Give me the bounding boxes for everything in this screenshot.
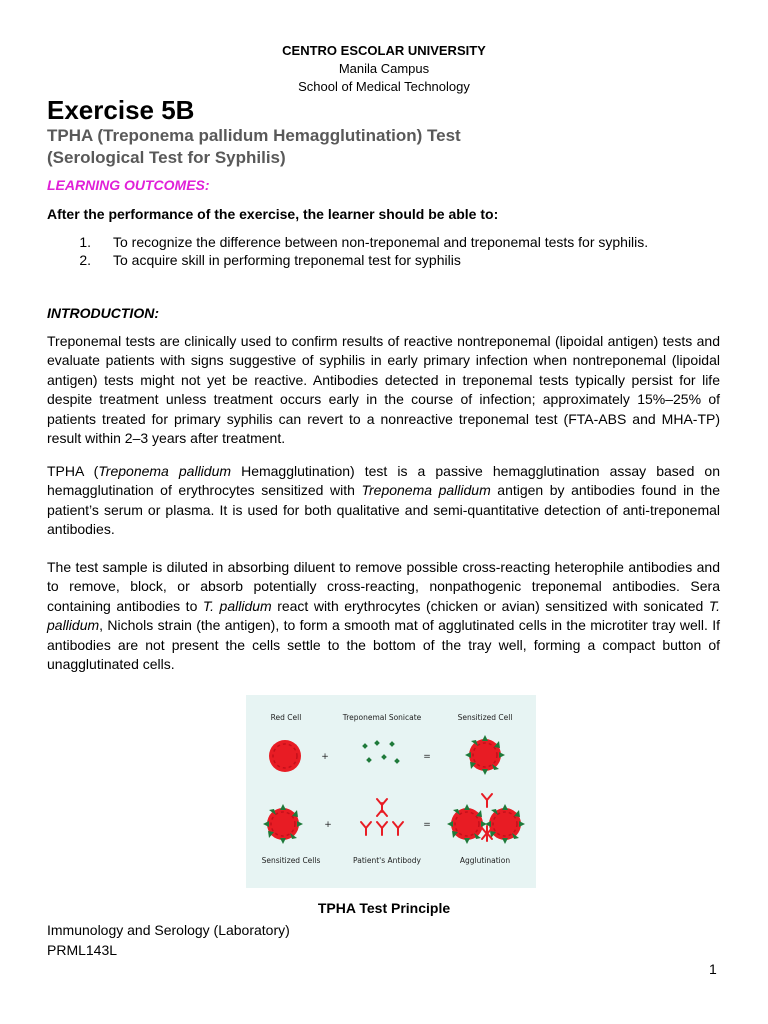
sensitized-cell-icon: [465, 735, 505, 775]
list-text: To acquire skill in performing treponemal test for syphilis: [113, 252, 461, 268]
course-title: Immunology and Serology (Laboratory): [47, 922, 290, 938]
intro-paragraph-2: [47, 462, 720, 540]
learning-outcomes-intro: After the performance of the exercise, the learner should be able to:: [47, 206, 499, 222]
label-treponemal-sonicate: Treponemal Sonicate: [342, 713, 422, 722]
list-item: [47, 251, 648, 269]
text-run-italic: Treponema pallidum: [361, 482, 491, 499]
learning-outcomes-heading: LEARNING OUTCOMES:: [47, 177, 210, 193]
label-sensitized-cell: Sensitized Cell: [457, 713, 513, 722]
plus-sign: +: [324, 820, 332, 830]
equals-sign: =: [423, 752, 431, 762]
text-run: TPHA (: [47, 463, 99, 479]
text-run: The test sample is diluted in absorbing diluent to remove possible cross-reacting heterophile antibodies and to remove, block, or absorb potentially cross-reacting, nonpathogenic treponemal antibodies. Sera containing antibodies to: [47, 559, 720, 614]
text-run-italic: Treponema pallidum: [98, 463, 232, 479]
exercise-subtitle-line1: TPHA (Treponema pallidum Hemagglutination) Test: [47, 126, 461, 145]
learning-outcomes-list: [47, 233, 648, 269]
text-run-italic: T. pallidum: [47, 597, 721, 634]
treponemal-antigen-icon: [362, 740, 400, 764]
exercise-subtitle-line2: (Serological Test for Syphilis): [47, 148, 286, 167]
label-patients-antibody: Patient's Antibody: [353, 856, 421, 865]
agglutination-icon: [447, 794, 525, 844]
school-name: School of Medical Technology: [298, 79, 470, 94]
intro-paragraph-1: Treponemal tests are clinically used to confirm results of reactive nontreponemal (lipoidal antigen) tests and evaluate patients with signs suggestive of syphilis in early primary infection when nontreponemal (lipoidal antigen) tests might not yet be reactive. Antibodies detected in treponemal tests typically persist for life despite treatment unless treatment occurs early in the course of infection; approximately 15%–25% of patients treated for primary syphilis can revert to a nonreactive treponemal test (FTA-ABS and MHA-TP) result within 2–3 years after treatment.: [47, 333, 720, 447]
page-number: 1: [709, 961, 717, 977]
list-item: [47, 233, 648, 251]
introduction-heading: INTRODUCTION:: [47, 305, 159, 321]
sensitized-cell-icon: [263, 804, 303, 844]
text-run: Hemagglutination) test is a passive hemagglutination assay based on hemagglutination of erythrocytes sensitized with: [47, 463, 720, 499]
list-text: To recognize the difference between non-treponemal and treponemal tests for syphilis.: [113, 234, 649, 250]
exercise-title: Exercise 5B: [47, 95, 195, 125]
equals-sign: =: [423, 820, 431, 830]
label-red-cell: Red Cell: [270, 713, 302, 722]
university-name: CENTRO ESCOLAR UNIVERSITY: [282, 43, 486, 58]
label-sensitized-cells: Sensitized Cells: [261, 856, 321, 865]
intro-paragraph-3: [47, 558, 720, 674]
list-number: 1.: [79, 234, 91, 250]
text-run: , Nichols strain (the antigen), to form a smooth mat of agglutinated cells in the microtiter tray well. If antibodies are not present the cells settle to the bottom of the tray well, forming a compact button of unagglutinated cells.: [47, 617, 720, 673]
plus-sign: +: [321, 752, 329, 762]
figure-caption: TPHA Test Principle: [317, 900, 451, 916]
antibody-icon: [361, 799, 403, 835]
campus-name: Manila Campus: [338, 61, 430, 76]
course-code: PRML143L: [47, 942, 118, 958]
text-run: antigen by antibodies found in the patient’s serum or plasma. It is used for both qualitative and semi-quantitative detection of anti-treponemal antibodies.: [47, 482, 720, 538]
text-run: react with erythrocytes (chicken or avian) sensitized with sonicated: [271, 597, 709, 614]
label-agglutination: Agglutination: [459, 856, 511, 865]
text-run-italic: T. pallidum: [202, 597, 272, 614]
list-number: 2.: [79, 252, 91, 268]
red-cell-icon: [269, 740, 301, 772]
tpha-principle-figure: [246, 695, 536, 888]
